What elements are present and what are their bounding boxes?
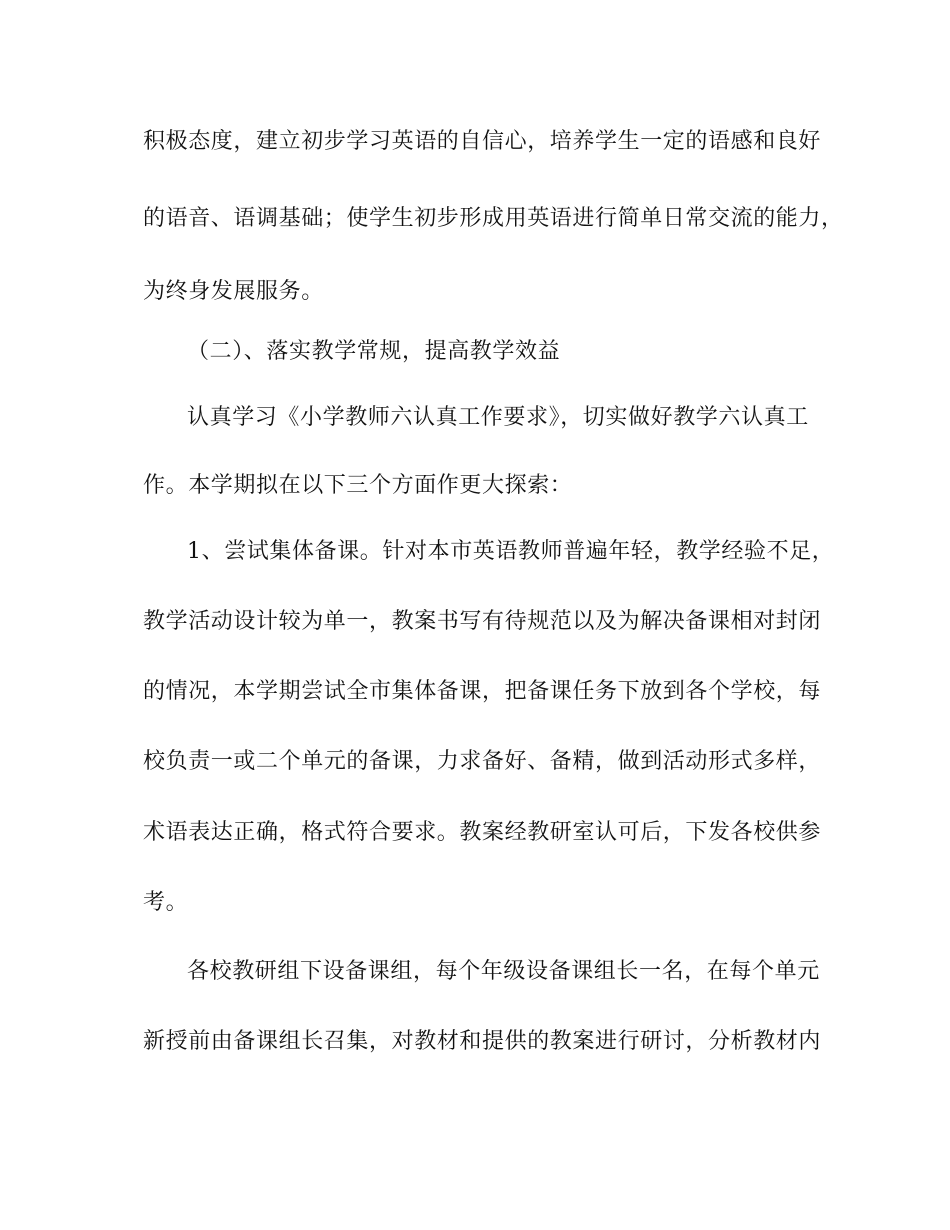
text-line-1: 积极态度，建立初步学习英语的自信心，培养学生一定的语感和良好 [143,129,822,154]
text-line-8: 教学活动设计较为单一，教案书写有待规范以及为解决备课相对封闭 [143,609,822,634]
text-line-9: 的情况，本学期尝试全市集体备课，把备课任务下放到各个学校，每 [143,679,822,704]
text-line-3: 为终身发展服务。 [143,279,324,304]
text-line-12: 考。 [143,890,189,915]
text-line-11: 术语表达正确，格式符合要求。教案经教研室认可后，下发各校供参 [143,820,822,845]
text-line-13: 各校教研组下设备课组，每个年级设备课组长一名，在每个单元 [187,959,820,984]
text-line-7: 1、尝试集体备课。针对本市英语教师普遍年轻，教学经验不足， [187,539,835,564]
section-heading: （二）、落实教学常规，提高教学效益 [187,339,561,364]
text-line-6: 作。本学期拟在以下三个方面作更大探索： [143,473,573,498]
text-line-10: 校负责一或二个单元的备课，力求备好、备精，做到活动形式多样， [143,749,822,774]
text-line-2: 的语音、语调基础；使学生初步形成用英语进行简单日常交流的能力， [143,206,844,231]
text-line-14: 新授前由备课组长召集，对教材和提供的教案进行研讨，分析教材内 [143,1029,822,1054]
text-line-5: 认真学习《小学教师六认真工作要求》，切实做好教学六认真工 [187,405,809,430]
